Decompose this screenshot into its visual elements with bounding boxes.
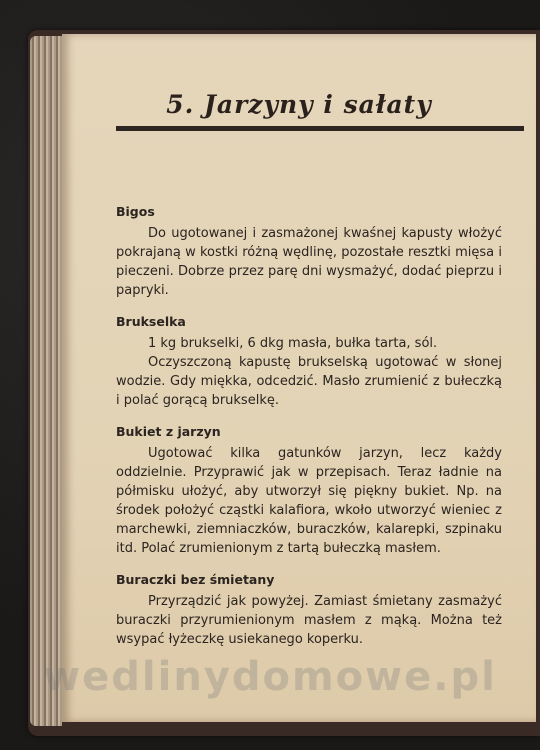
recipe-brukselka [116, 312, 502, 410]
page-edges [30, 36, 62, 726]
recipe-heading: Bigos [116, 204, 155, 219]
recipe-heading: Bukiet z jarzyn [116, 424, 221, 439]
recipe-paragraph: Do ugotowanej i zasmażonej kwaśnej kapusty włożyć pokrajaną w kostki różną wędlinę, pozostałe resztki mięsa i pieczeni. Dobrze przez parę dni wysmażyć, dodać pieprzu i papryki. [116, 226, 502, 298]
chapter-title: 5. Jarzyny i sałaty [166, 90, 432, 119]
recipe-bukiet [116, 422, 502, 558]
recipe-bigos [116, 202, 502, 300]
recipe-paragraph: Przyrządzić jak powyżej. Zamiast śmietany zasmażyć buraczki przyrumienionym masłem z mąką. Można też wsypać łyżeczkę usiekanego koperku. [116, 594, 502, 647]
recipe-content [116, 202, 502, 661]
recipe-ingredients: 1 kg brukselki, 6 dkg masła, bułka tarta, sól. [148, 336, 438, 351]
recipe-buraczki [116, 570, 502, 649]
recipe-paragraph: Ugotować kilka gatunków jarzyn, lecz każdy oddzielnie. Przyprawić jak w przepisach. Teraz ładnie na półmisku ułożyć, aby utworzył się piękny bukiet. Np. na środek położyć cząstki kalafiora, wkoło utworzyć wieniec z marchewki, ziemniaczków, buraczków, kalarepki, szpinaku itd. Polać zrumienionym z tartą bułeczką masłem. [116, 446, 502, 556]
recipe-heading: Buraczki bez śmietany [116, 572, 275, 587]
title-rule [116, 126, 524, 131]
recipe-heading: Brukselka [116, 314, 186, 329]
watermark: wedlinydomowe.pl [43, 654, 497, 700]
book-page [62, 34, 536, 722]
recipe-paragraph: Oczyszczoną kapustę brukselską ugotować w słonej wodzie. Gdy miękka, odcedzić. Masło zrumienić z bułeczką i polać gorącą brukselkę. [116, 355, 502, 408]
